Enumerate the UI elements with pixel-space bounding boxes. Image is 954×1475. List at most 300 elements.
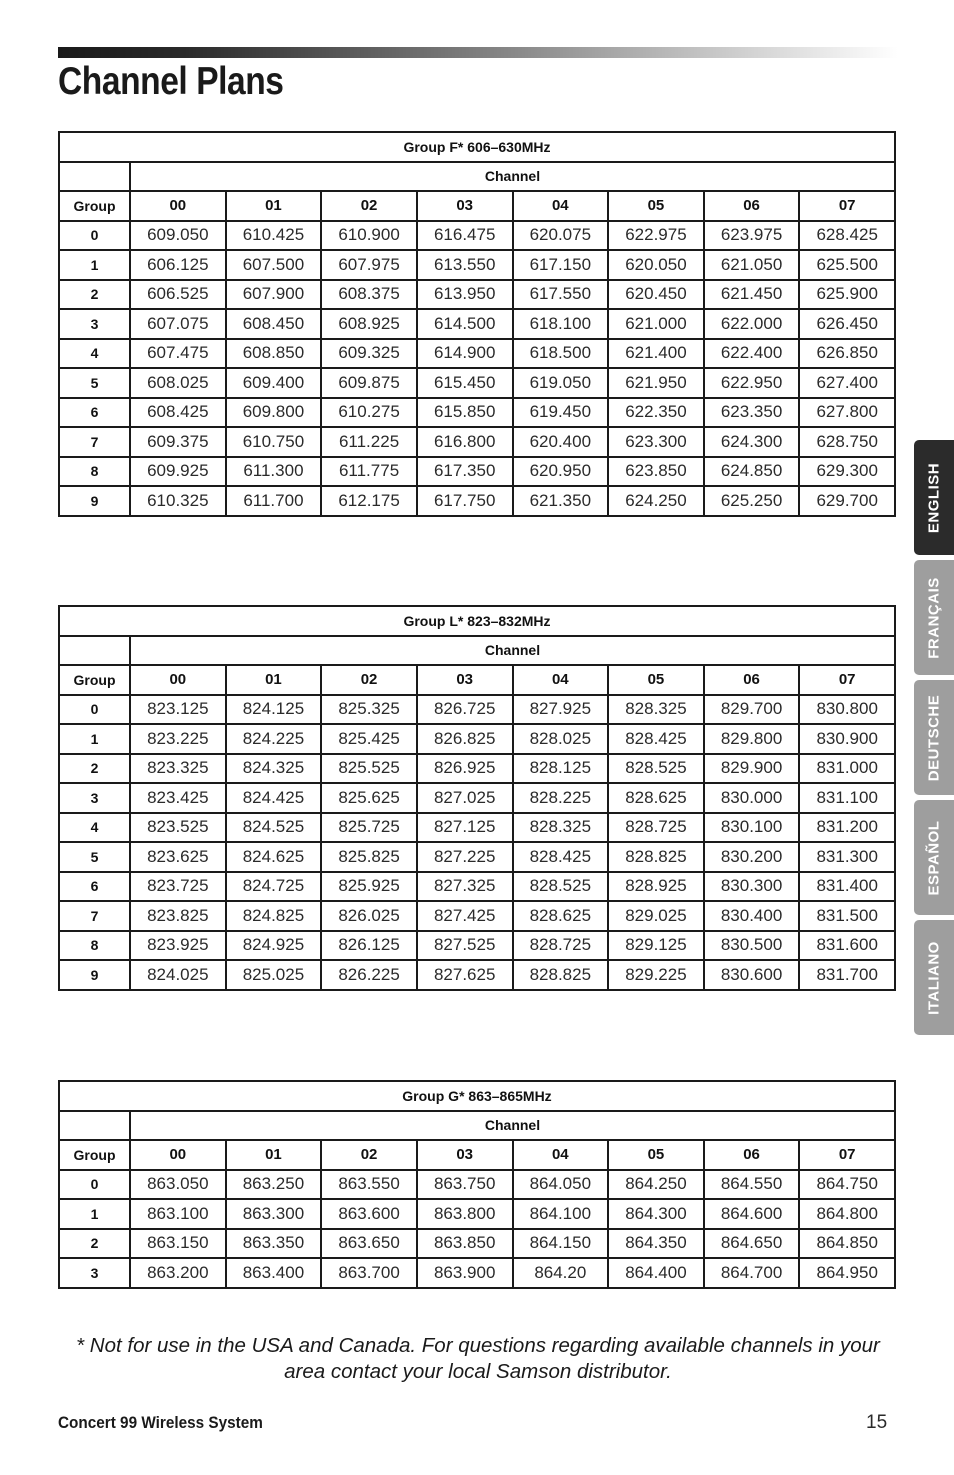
frequency-cell: 864.750 — [799, 1170, 895, 1200]
table-row — [59, 783, 895, 813]
frequency-cell: 829.900 — [704, 754, 800, 784]
frequency-cell: 827.225 — [417, 842, 513, 872]
frequency-cell: 831.500 — [799, 901, 895, 931]
frequency-cell: 863.550 — [321, 1170, 417, 1200]
frequency-cell: 828.625 — [608, 783, 704, 813]
frequency-cell: 828.225 — [513, 783, 609, 813]
frequency-cell: 620.075 — [513, 221, 609, 251]
frequency-cell: 864.650 — [704, 1229, 800, 1259]
frequency-cell: 827.625 — [417, 960, 513, 990]
table-row — [59, 280, 895, 310]
group-number: 9 — [59, 960, 130, 990]
table-row — [59, 1258, 895, 1288]
frequency-cell: 863.650 — [321, 1229, 417, 1259]
frequency-cell: 825.025 — [226, 960, 322, 990]
channel-header: 00 — [130, 665, 226, 695]
group-number: 8 — [59, 457, 130, 487]
channel-header: 02 — [321, 1140, 417, 1170]
tab-label: DEUTSCHE — [925, 694, 943, 781]
frequency-cell: 823.225 — [130, 724, 226, 754]
tab-francais[interactable] — [914, 560, 954, 675]
table-row — [59, 813, 895, 843]
table-row — [59, 221, 895, 251]
footer-title: Concert 99 Wireless System — [58, 1413, 263, 1432]
group-number: 2 — [59, 1229, 130, 1259]
frequency-cell: 829.025 — [608, 901, 704, 931]
frequency-cell: 829.800 — [704, 724, 800, 754]
frequency-cell: 624.850 — [704, 457, 800, 487]
frequency-cell: 609.375 — [130, 427, 226, 457]
table-row — [59, 960, 895, 990]
table-title: Group G* 863–865MHz — [59, 1081, 895, 1111]
frequency-cell: 823.425 — [130, 783, 226, 813]
frequency-cell: 824.625 — [226, 842, 322, 872]
frequency-cell: 609.325 — [321, 339, 417, 369]
channel-header: 03 — [417, 665, 513, 695]
frequency-cell: 826.725 — [417, 695, 513, 725]
frequency-cell: 831.000 — [799, 754, 895, 784]
table-row — [59, 1199, 895, 1229]
frequency-cell: 863.800 — [417, 1199, 513, 1229]
tab-label: ENGLISH — [925, 462, 943, 533]
table-title: Group F* 606–630MHz — [59, 132, 895, 162]
frequency-cell: 826.025 — [321, 901, 417, 931]
frequency-cell: 824.125 — [226, 695, 322, 725]
frequency-cell: 610.900 — [321, 221, 417, 251]
frequency-cell: 611.700 — [226, 486, 322, 516]
table-row — [59, 339, 895, 369]
tab-label: FRANÇAIS — [925, 576, 943, 659]
frequency-cell: 606.125 — [130, 250, 226, 280]
table-row — [59, 427, 895, 457]
channel-header: 04 — [513, 665, 609, 695]
frequency-cell: 825.525 — [321, 754, 417, 784]
frequency-cell: 619.050 — [513, 368, 609, 398]
channel-table-group-f — [58, 131, 896, 517]
frequency-cell: 825.725 — [321, 813, 417, 843]
frequency-cell: 623.975 — [704, 221, 800, 251]
frequency-cell: 628.750 — [799, 427, 895, 457]
frequency-cell: 608.925 — [321, 309, 417, 339]
group-number: 8 — [59, 931, 130, 961]
frequency-cell: 864.20 — [513, 1258, 609, 1288]
table-title-row — [59, 606, 895, 636]
table-row — [59, 368, 895, 398]
group-number: 3 — [59, 783, 130, 813]
frequency-cell: 618.100 — [513, 309, 609, 339]
frequency-cell: 831.600 — [799, 931, 895, 961]
frequency-cell: 826.825 — [417, 724, 513, 754]
frequency-cell: 863.600 — [321, 1199, 417, 1229]
group-number: 1 — [59, 250, 130, 280]
frequency-cell: 823.525 — [130, 813, 226, 843]
frequency-cell: 825.325 — [321, 695, 417, 725]
frequency-cell: 831.200 — [799, 813, 895, 843]
channel-header: 01 — [226, 1140, 322, 1170]
channel-header: 05 — [608, 665, 704, 695]
frequency-cell: 828.125 — [513, 754, 609, 784]
frequency-cell: 609.800 — [226, 398, 322, 428]
channel-header: 07 — [799, 1140, 895, 1170]
frequency-cell: 610.425 — [226, 221, 322, 251]
frequency-cell: 621.050 — [704, 250, 800, 280]
footnote: * Not for use in the USA and Canada. For questions regarding available channels in your area contact your local Samson distributor. — [76, 1334, 880, 1383]
frequency-cell: 824.225 — [226, 724, 322, 754]
frequency-cell: 612.175 — [321, 486, 417, 516]
frequency-cell: 610.325 — [130, 486, 226, 516]
frequency-cell: 863.300 — [226, 1199, 322, 1229]
frequency-cell: 621.000 — [608, 309, 704, 339]
frequency-cell: 627.400 — [799, 368, 895, 398]
table-row — [59, 842, 895, 872]
frequency-cell: 864.850 — [799, 1229, 895, 1259]
frequency-cell: 622.950 — [704, 368, 800, 398]
tab-label: ESPAÑOL — [925, 820, 943, 895]
frequency-cell: 629.300 — [799, 457, 895, 487]
frequency-cell: 614.500 — [417, 309, 513, 339]
page-number: 15 — [866, 1412, 888, 1433]
frequency-cell: 608.425 — [130, 398, 226, 428]
frequency-cell: 828.425 — [608, 724, 704, 754]
frequency-cell: 613.950 — [417, 280, 513, 310]
channel-header: 04 — [513, 191, 609, 221]
group-number: 1 — [59, 724, 130, 754]
channel-label: Channel — [130, 636, 895, 666]
frequency-cell: 624.300 — [704, 427, 800, 457]
frequency-cell: 828.525 — [513, 872, 609, 902]
group-number: 2 — [59, 280, 130, 310]
frequency-cell: 864.400 — [608, 1258, 704, 1288]
frequency-cell: 825.925 — [321, 872, 417, 902]
frequency-cell: 863.350 — [226, 1229, 322, 1259]
frequency-cell: 620.050 — [608, 250, 704, 280]
group-number: 7 — [59, 427, 130, 457]
frequency-cell: 863.850 — [417, 1229, 513, 1259]
blank-cell — [59, 1111, 130, 1141]
frequency-cell: 831.700 — [799, 960, 895, 990]
table-row — [59, 398, 895, 428]
frequency-cell: 830.300 — [704, 872, 800, 902]
frequency-cell: 614.900 — [417, 339, 513, 369]
frequency-cell: 609.925 — [130, 457, 226, 487]
table-row — [59, 931, 895, 961]
channel-header: 01 — [226, 665, 322, 695]
frequency-cell: 831.300 — [799, 842, 895, 872]
frequency-cell: 823.725 — [130, 872, 226, 902]
frequency-cell: 622.350 — [608, 398, 704, 428]
frequency-cell: 826.925 — [417, 754, 513, 784]
channel-header: 02 — [321, 665, 417, 695]
frequency-cell: 607.475 — [130, 339, 226, 369]
frequency-cell: 830.000 — [704, 783, 800, 813]
channel-table-group-g — [58, 1080, 896, 1289]
frequency-cell: 608.025 — [130, 368, 226, 398]
channel-label-row — [59, 162, 895, 192]
frequency-cell: 610.275 — [321, 398, 417, 428]
frequency-cell: 829.700 — [704, 695, 800, 725]
frequency-cell: 610.750 — [226, 427, 322, 457]
frequency-cell: 828.325 — [608, 695, 704, 725]
frequency-cell: 829.125 — [608, 931, 704, 961]
group-number: 0 — [59, 695, 130, 725]
group-number: 6 — [59, 398, 130, 428]
frequency-cell: 620.400 — [513, 427, 609, 457]
frequency-cell: 828.925 — [608, 872, 704, 902]
channel-header: 05 — [608, 191, 704, 221]
frequency-cell: 828.325 — [513, 813, 609, 843]
group-column-header: Group — [59, 191, 130, 221]
table-title-row — [59, 1081, 895, 1111]
frequency-cell: 864.100 — [513, 1199, 609, 1229]
frequency-cell: 828.725 — [513, 931, 609, 961]
group-column-header: Group — [59, 1140, 130, 1170]
frequency-cell: 625.250 — [704, 486, 800, 516]
channel-header: 03 — [417, 1140, 513, 1170]
frequency-cell: 608.375 — [321, 280, 417, 310]
frequency-cell: 823.325 — [130, 754, 226, 784]
frequency-cell: 828.825 — [608, 842, 704, 872]
blank-cell — [59, 162, 130, 192]
frequency-cell: 825.825 — [321, 842, 417, 872]
tab-english[interactable] — [914, 440, 954, 555]
frequency-cell: 616.800 — [417, 427, 513, 457]
frequency-cell: 864.600 — [704, 1199, 800, 1229]
frequency-cell: 607.900 — [226, 280, 322, 310]
frequency-cell: 615.450 — [417, 368, 513, 398]
frequency-cell: 617.350 — [417, 457, 513, 487]
frequency-cell: 611.775 — [321, 457, 417, 487]
frequency-cell: 863.150 — [130, 1229, 226, 1259]
frequency-cell: 864.550 — [704, 1170, 800, 1200]
frequency-cell: 613.550 — [417, 250, 513, 280]
frequency-cell: 609.400 — [226, 368, 322, 398]
table-row — [59, 457, 895, 487]
frequency-cell: 864.050 — [513, 1170, 609, 1200]
channel-header: 00 — [130, 191, 226, 221]
frequency-cell: 627.800 — [799, 398, 895, 428]
frequency-cell: 623.300 — [608, 427, 704, 457]
frequency-cell: 626.850 — [799, 339, 895, 369]
frequency-cell: 611.225 — [321, 427, 417, 457]
frequency-cell: 628.425 — [799, 221, 895, 251]
table-row — [59, 250, 895, 280]
frequency-cell: 608.450 — [226, 309, 322, 339]
frequency-cell: 609.875 — [321, 368, 417, 398]
table-title: Group L* 823–832MHz — [59, 606, 895, 636]
frequency-cell: 823.125 — [130, 695, 226, 725]
frequency-cell: 617.550 — [513, 280, 609, 310]
frequency-cell: 828.425 — [513, 842, 609, 872]
frequency-cell: 824.825 — [226, 901, 322, 931]
frequency-cell: 825.425 — [321, 724, 417, 754]
channel-header: 07 — [799, 191, 895, 221]
frequency-cell: 824.325 — [226, 754, 322, 784]
frequency-cell: 827.025 — [417, 783, 513, 813]
frequency-cell: 622.975 — [608, 221, 704, 251]
table-row — [59, 1170, 895, 1200]
frequency-cell: 829.225 — [608, 960, 704, 990]
table-row — [59, 754, 895, 784]
table-title-row — [59, 132, 895, 162]
frequency-cell: 629.700 — [799, 486, 895, 516]
frequency-cell: 616.475 — [417, 221, 513, 251]
header-rule — [58, 47, 898, 58]
group-number: 6 — [59, 872, 130, 902]
group-number: 7 — [59, 901, 130, 931]
channel-label-row — [59, 636, 895, 666]
frequency-cell: 826.125 — [321, 931, 417, 961]
frequency-cell: 864.250 — [608, 1170, 704, 1200]
frequency-cell: 615.850 — [417, 398, 513, 428]
frequency-cell: 825.625 — [321, 783, 417, 813]
frequency-cell: 620.950 — [513, 457, 609, 487]
frequency-cell: 863.100 — [130, 1199, 226, 1229]
table-row — [59, 486, 895, 516]
channel-header: 06 — [704, 1140, 800, 1170]
frequency-cell: 830.100 — [704, 813, 800, 843]
table-row — [59, 724, 895, 754]
table-row — [59, 872, 895, 902]
frequency-cell: 864.300 — [608, 1199, 704, 1229]
tab-italiano[interactable] — [914, 920, 954, 1035]
frequency-cell: 863.750 — [417, 1170, 513, 1200]
frequency-cell: 625.500 — [799, 250, 895, 280]
group-column-header: Group — [59, 665, 130, 695]
frequency-cell: 830.900 — [799, 724, 895, 754]
frequency-cell: 827.525 — [417, 931, 513, 961]
frequency-cell: 864.950 — [799, 1258, 895, 1288]
group-number: 9 — [59, 486, 130, 516]
frequency-cell: 831.400 — [799, 872, 895, 902]
frequency-cell: 824.525 — [226, 813, 322, 843]
channel-header: 00 — [130, 1140, 226, 1170]
frequency-cell: 828.025 — [513, 724, 609, 754]
frequency-cell: 621.950 — [608, 368, 704, 398]
frequency-cell: 621.450 — [704, 280, 800, 310]
channel-header: 01 — [226, 191, 322, 221]
frequency-cell: 828.625 — [513, 901, 609, 931]
frequency-cell: 828.725 — [608, 813, 704, 843]
group-number: 0 — [59, 221, 130, 251]
frequency-cell: 824.725 — [226, 872, 322, 902]
channel-label-row — [59, 1111, 895, 1141]
channel-table-group-l — [58, 605, 896, 991]
frequency-cell: 606.525 — [130, 280, 226, 310]
frequency-cell: 827.125 — [417, 813, 513, 843]
frequency-cell: 864.350 — [608, 1229, 704, 1259]
frequency-cell: 608.850 — [226, 339, 322, 369]
channel-header: 02 — [321, 191, 417, 221]
frequency-cell: 622.000 — [704, 309, 800, 339]
frequency-cell: 617.150 — [513, 250, 609, 280]
frequency-cell: 607.500 — [226, 250, 322, 280]
frequency-cell: 830.600 — [704, 960, 800, 990]
channel-header: 06 — [704, 191, 800, 221]
group-number: 5 — [59, 368, 130, 398]
group-number: 0 — [59, 1170, 130, 1200]
frequency-cell: 830.200 — [704, 842, 800, 872]
tab-espanol[interactable] — [914, 800, 954, 915]
table-row — [59, 1229, 895, 1259]
frequency-cell: 828.525 — [608, 754, 704, 784]
frequency-cell: 831.100 — [799, 783, 895, 813]
frequency-cell: 827.925 — [513, 695, 609, 725]
frequency-cell: 863.700 — [321, 1258, 417, 1288]
channel-header: 04 — [513, 1140, 609, 1170]
frequency-cell: 609.050 — [130, 221, 226, 251]
channel-header: 05 — [608, 1140, 704, 1170]
column-header-row — [59, 1140, 895, 1170]
frequency-cell: 824.425 — [226, 783, 322, 813]
frequency-cell: 823.625 — [130, 842, 226, 872]
group-number: 4 — [59, 813, 130, 843]
group-number: 4 — [59, 339, 130, 369]
frequency-cell: 863.400 — [226, 1258, 322, 1288]
frequency-cell: 828.825 — [513, 960, 609, 990]
group-number: 2 — [59, 754, 130, 784]
frequency-cell: 830.800 — [799, 695, 895, 725]
frequency-cell: 607.075 — [130, 309, 226, 339]
frequency-cell: 624.250 — [608, 486, 704, 516]
frequency-cell: 621.400 — [608, 339, 704, 369]
group-number: 5 — [59, 842, 130, 872]
frequency-cell: 622.400 — [704, 339, 800, 369]
group-number: 3 — [59, 309, 130, 339]
frequency-cell: 620.450 — [608, 280, 704, 310]
frequency-cell: 863.900 — [417, 1258, 513, 1288]
table-row — [59, 309, 895, 339]
column-header-row — [59, 665, 895, 695]
frequency-cell: 823.825 — [130, 901, 226, 931]
table-row — [59, 901, 895, 931]
channel-header: 07 — [799, 665, 895, 695]
frequency-cell: 827.425 — [417, 901, 513, 931]
group-number: 3 — [59, 1258, 130, 1288]
frequency-cell: 863.200 — [130, 1258, 226, 1288]
frequency-cell: 617.750 — [417, 486, 513, 516]
channel-header: 06 — [704, 665, 800, 695]
frequency-cell: 826.225 — [321, 960, 417, 990]
tab-label: ITALIANO — [925, 940, 943, 1015]
frequency-cell: 611.300 — [226, 457, 322, 487]
tab-deutsche[interactable] — [914, 680, 954, 795]
frequency-cell: 827.325 — [417, 872, 513, 902]
table-row — [59, 695, 895, 725]
frequency-cell: 607.975 — [321, 250, 417, 280]
frequency-cell: 864.800 — [799, 1199, 895, 1229]
frequency-cell: 618.500 — [513, 339, 609, 369]
frequency-cell: 625.900 — [799, 280, 895, 310]
frequency-cell: 864.700 — [704, 1258, 800, 1288]
column-header-row — [59, 191, 895, 221]
channel-header: 03 — [417, 191, 513, 221]
frequency-cell: 824.925 — [226, 931, 322, 961]
page-title: Channel Plans — [58, 60, 284, 103]
blank-cell — [59, 636, 130, 666]
channel-label: Channel — [130, 162, 895, 192]
frequency-cell: 830.500 — [704, 931, 800, 961]
frequency-cell: 619.450 — [513, 398, 609, 428]
frequency-cell: 830.400 — [704, 901, 800, 931]
frequency-cell: 623.350 — [704, 398, 800, 428]
frequency-cell: 623.850 — [608, 457, 704, 487]
group-number: 1 — [59, 1199, 130, 1229]
frequency-cell: 626.450 — [799, 309, 895, 339]
frequency-cell: 621.350 — [513, 486, 609, 516]
frequency-cell: 824.025 — [130, 960, 226, 990]
frequency-cell: 863.050 — [130, 1170, 226, 1200]
frequency-cell: 864.150 — [513, 1229, 609, 1259]
